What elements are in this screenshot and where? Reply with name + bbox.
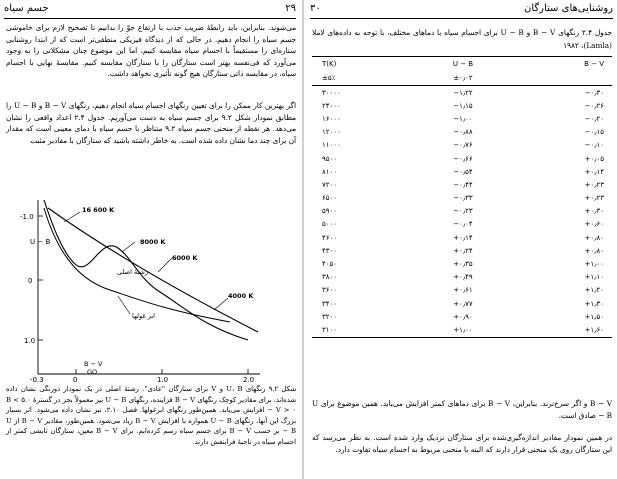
table-row [312,284,612,297]
column-header: T(K) [312,57,416,72]
running-head: روشنایی‌های ستارگان [524,3,613,14]
table-cell: +۰٫۳۵ [453,260,473,269]
table-cell: ۷۲۰۰ [322,180,338,189]
table-cell: +۰٫۸۰ [584,246,604,255]
table-cell: +۰٫۰۵ [584,154,604,163]
column-header: U − B [416,57,510,72]
table-cell: −۰٫۴۴ [453,180,473,189]
curve-label: 6000 K [172,254,198,262]
x-tick-label: 0 [73,376,78,382]
table-row [312,218,612,231]
table-row [312,99,612,112]
table-cell: ۱۲۰۰۰ [322,128,341,137]
x-tick-label: -0.3 [30,376,44,382]
table-cell: ۵۹۰۰ [322,207,338,216]
curve-label: ابر غولها [132,312,155,320]
table-cell: +۱٫۵۰ [584,312,604,321]
table-cell: +۱٫۱۰ [584,273,604,282]
table-row [312,165,612,178]
table-cell: −۰٫۰۴ [453,220,473,229]
table-cell: +۰٫۶۱ [453,286,473,295]
table-row [312,139,612,152]
table-cell: −۰٫۶۶ [453,154,473,163]
paragraph-1: می‌شوند. بنابراین، باید رابطهٔ ضریب جذب با ارتفاع جوّ را بدانیم تا تصحیح لازم برای خاموشی جسم سیاه را انجام دهیم. در حالی که از دیدگاه فیزیکی منطقی‌تر است که از ابتدا روشنایی ستاره‌ای را مستقیماً با اجسام سیاه مقایسه کنیم، اما این موضوع چنان مشکلاتی را به وجود می‌آورد که فی‌نفسه بهتر است ستارگان را با ستارگان مقایسه کنیم. مقایسهٔ نهایی با اجسام سیاه، در مقایسه ذاتی ستارگان هیچ گونه تأثیری نخواهد داشت. [6,23,296,79]
table-cell: +۰٫۱۴ [453,233,473,242]
table-row [312,271,612,284]
y-tick-label: -1.0 [20,213,34,221]
color-table [312,56,612,338]
table-cell: ۵۰۰۰ [322,220,338,229]
table-row [312,323,612,337]
left-page [0,0,300,479]
table-cell: ۹۵۰۰ [322,154,338,163]
figure-caption: شکل ۹.۲ رنگهای U، B و V برای ستارگان "عادی". رشتهٔ اصلی در یک نمودار دورنگی نشان داده شده‌اند. برای مقادیر کوچک رنگهای B − V فزاینده، رنگهای U − B نیز معمولاً بجز در گسترهٔ ۵.۰ > B − V > ۰ افزایش می‌یابد. همین‌طور رنگهای ابرغولها. فصل ۲.۱۰، نیز نشان داده می‌شود. اثر بسیار بزرگ این آنها، رنگهای U − B همواره با افزایش B − V زیاد می‌شود. همین‌طور، مقادیر B − V از U − B بر حسب B − V برای جسم سیاه رسم کرده‌ایم. برای B − V معین، ستارگان تابشی کمتر از اجسام سیاه در ناحیهٔ فرابنفش دارند. [6,385,297,446]
y-tick-label: 0 [28,277,33,285]
table-row [312,112,612,125]
table-cell: −۱٫۲۲ [453,88,473,97]
table-row [312,310,612,323]
table-row [312,231,612,244]
y-axis-label: U − B [30,238,51,246]
table-cell: +۰٫۹۰ [453,312,473,321]
table-row [312,205,612,218]
page-number: ۳۰ [310,3,321,14]
paragraph-2: اگر بهترین کار ممکن را برای تعیین رنگهای اجسام سیاه انجام دهیم، رنگهای B − V و U − B را مطابق نمودار شکل ۹.۲ برای جسم سیاه به دست می‌آوریم. جدول ۲.۴ اعداد واقعی را نشان می‌دهد. هر نقطه از منحنی جسم سیاه ۹.۲ متناظر با جسم سیاه با دمای معینی است که مقدار آن برای چند دما نشان داده شده است. به خاطر داشته باشید که ستارگان با مقادیر مثبت [6,101,297,145]
x-axis-label-2: GO [87,368,98,376]
table-cell: ۳۸۰۰ [322,273,338,282]
table-cell: −۰٫۵۴ [453,167,473,176]
table-cell: ۱۱۰۰۰ [322,141,341,150]
table-cell: ۱۶۰۰۰ [322,114,341,123]
column-header: B − V [510,57,612,72]
curve-label: 4000 K [228,292,254,300]
table-row [312,257,612,270]
table-row [312,297,612,310]
table-cell: ۶۵۰۰ [322,194,338,203]
table-cell: +۰٫۴۹ [453,273,473,282]
table-cell: ۸۱۰۰ [322,167,338,176]
table-cell: +۰٫۷۷ [453,299,473,308]
running-head: جسم سیاه [4,3,49,14]
table-body [312,86,612,338]
column-subheader: ±۵٪ [312,71,416,86]
table-row [312,178,612,191]
right-page-header [310,0,613,19]
table-cell: ۳۲۰۰ [322,312,338,321]
table-cell: −۰٫۱۰ [584,141,604,150]
table-cell: +۱٫۶۰ [510,323,612,337]
table-cell: −۰٫۳۳ [453,194,473,203]
table-cell: −۰٫۳۰ [584,88,604,97]
table-row [312,126,612,139]
table-cell: −۰٫۸۸ [453,128,473,137]
table-cell: −۰٫۷۶ [453,141,473,150]
table-cell: −۰٫۲۳ [453,207,473,216]
table-cell: +۱٫۰۰ [584,260,604,269]
x-tick-label: 2.0 [243,376,255,382]
table-cell: +۰٫۲۳ [584,180,604,189]
table-cell: ۴۶۰۰ [322,233,338,242]
curve-label: 8000 K [140,238,166,246]
paragraph-1: B − V و اگر سرخ‌ترند. بنابراین، B − V برای دماهای کمتر افزایش می‌یابد. همین موضوع برای U − B صادق است. [312,399,613,420]
table-cell: ۴۰۵۰ [322,260,338,269]
table-cell: −۰٫۲۶ [584,101,604,110]
table-cell: +۱٫۲۰ [584,286,604,295]
y-tick-label: 1.0 [24,337,36,345]
page-number: ۲۹ [285,3,296,14]
table-cell: −۰٫۱۵ [584,128,604,137]
curve-label: رشتهٔ اصلی [117,268,148,276]
table-cell: ۴۳۰۰ [322,246,338,255]
table-cell: ۳۰۰۰۰ [322,88,341,97]
curve-label: 16 600 K [82,206,115,214]
column-subheader [510,71,612,86]
right-page [306,0,617,479]
paragraph-2: در همین نمودار مقادیر اندازه‌گیری‌شده برای ستارگان نزدیک وارد شده است. به نظر می‌رسد که این ستارگان روی یک منحنی قرار دارند که البته با منحنی مربوط به اجسام سیاه تفاوت دارد. [312,433,612,454]
table-row [312,244,612,257]
table-cell: +۱٫۳۰ [584,299,604,308]
table-cell: ۳۶۰۰ [322,286,338,295]
page-fold [302,0,304,479]
table-cell: ۳۱۰۰ [312,323,416,337]
table-cell: −۱٫۰۰ [453,114,473,123]
table-cell: +۰٫۳۰ [584,207,604,216]
table-cell: +۱٫۰۰ [416,323,510,337]
left-page-header [4,0,296,19]
table-cell: ۲۴۰۰۰ [322,101,341,110]
table-cell: +۰٫۸۰ [584,233,604,242]
two-color-diagram [0,172,300,382]
table-cell: +۰٫۶۰ [584,220,604,229]
table-cell: ۳۴۰۰ [322,299,338,308]
table-row [312,86,612,100]
x-tick-label: 1.0 [157,376,169,382]
table-cell: +۰٫۲۳ [584,194,604,203]
table-cell: +۰٫۲۴ [453,246,473,255]
table-row [312,192,612,205]
table-row [312,152,612,165]
table-caption: جدول ۲.۴ رنگهای B − V و U − B برای اجسام سیاه با دماهای مختلف، با توجه به داده‌های لاملا (Lamla)، ۱۹۸۲ [312,28,612,50]
table-cell: +۰٫۱۴ [584,167,604,176]
table-cell: −۱٫۱۵ [453,101,473,110]
table-cell: −۰٫۲۰ [584,114,604,123]
column-subheader: ±۰٫۰۲ [416,71,510,86]
x-axis-label: B − V [84,360,103,368]
